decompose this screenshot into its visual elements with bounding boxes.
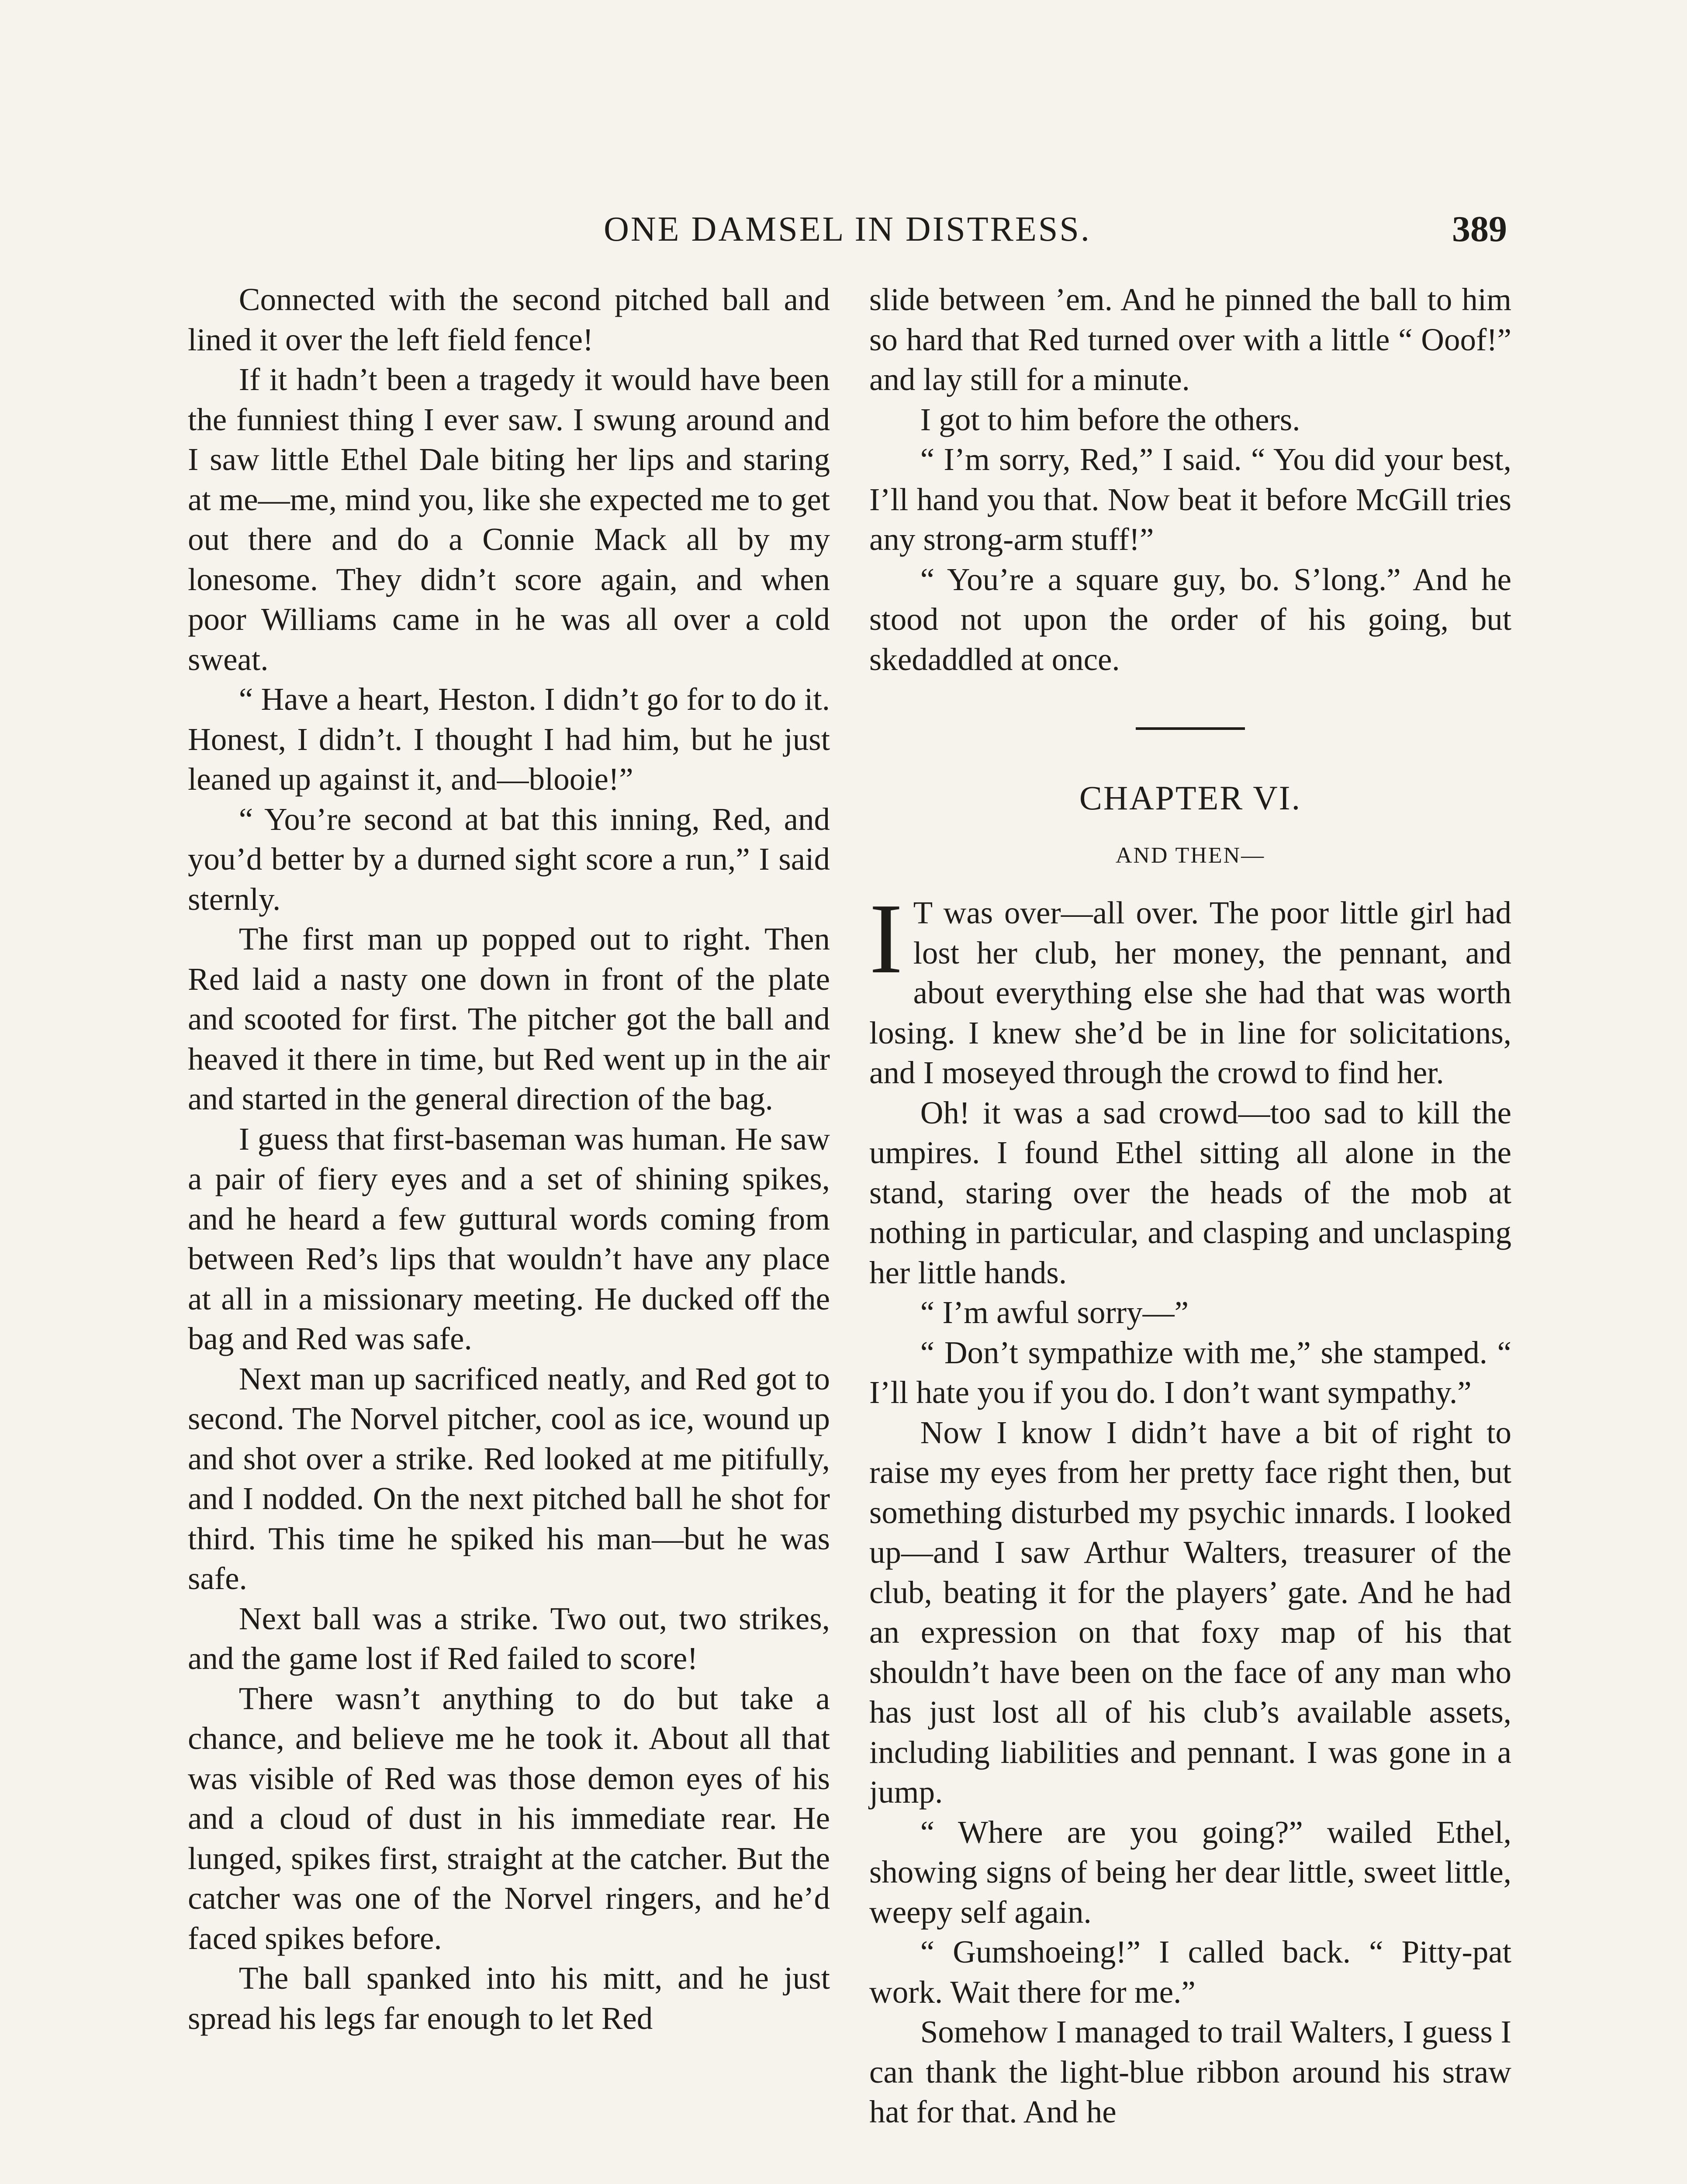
paragraph: Next man up sacrificed neatly, and Red got to second. The Norvel pitcher, cool as ice, wound up and shot over a strike. Red looked at me pitifully, and I nodded. On the next pitched ball he shot for third. This time he spiked his man—but he was safe. [188,1361,830,1596]
chapter-subtitle: AND THEN— [1115,843,1265,868]
page-header [188,205,1507,258]
paragraph: “ Where are you going?” wailed Ethel, showing signs of being her dear little, sweet little, weepy self again. [869,1814,1511,1930]
paragraph: “ Have a heart, Heston. I didn’t go for to do it. Honest, I didn’t. I thought I had him, but he just leaned up against it, and—blooie!” [188,681,830,797]
paragraph: “ Gumshoeing!” I called back. “ Pitty-pat work. Wait there for me.” [869,1934,1511,2010]
paragraph: “ I’m awful sorry—” [920,1295,1189,1330]
left-column [188,280,830,2038]
paragraph: Now I know I didn’t have a bit of right to raise my eyes from her pretty face right then, but something disturbed my psychic innards. I looked up—and I saw Arthur Walters, treasurer of the club, beating it for the players’ gate. And he had an expression on that foxy map of his that shouldn’t have been on the face of any man who has just lost all of his club’s available assets, including liabilities and pennant. I was gone in a jump. [869,1414,1511,1810]
paragraph: “ You’re second at bat this inning, Red, and you’d better by a durned sight score a run,” I said sternly. [188,801,830,917]
paragraph: Connected with the second pitched ball and lined it over the left field fence! [188,282,830,357]
chapter-opening-paragraph [869,883,1511,1093]
paragraph: The first man up popped out to right. Then Red laid a nasty one down in front of the plate and scooted for first. The pitcher got the ball and heaved it there in time, but Red went up in the air and started in the general direction of the bag. [188,921,830,1116]
chapter-title: CHAPTER VI. [1079,779,1302,817]
paragraph: slide between ’em. And he pinned the ball to him so hard that Red turned over with a little “ Ooof!” and lay still for a minute. [869,282,1511,397]
paragraph: If it hadn’t been a tragedy it would have been the funniest thing I ever saw. I swung around and I saw little Ethel Dale biting her lips and staring at me—me, mind you, like she expected me to get out there and do a Connie Mack all by my lonesome. They didn’t score again, and when poor Williams came in he was all over a cold sweat. [188,362,830,677]
paragraph: “ Don’t sympathize with me,” she stamped. “ I’ll hate you if you do. I don’t want sympathy.” [869,1334,1511,1410]
paragraph: Somehow I managed to trail Walters, I guess I can thank the light-blue ribbon around his straw hat for that. And he [869,2014,1511,2129]
paragraph: Oh! it was a sad crowd—too sad to kill the umpires. I found Ethel sitting all alone in the stand, staring over the heads of the mob at nothing in particular, and clasping and unclasping her little hands. [869,1095,1511,1290]
paragraph: I got to him before the others. [920,401,1300,437]
running-title: ONE DAMSEL IN DISTRESS. [604,210,1091,249]
right-column [869,280,1511,2132]
paragraph: “ You’re a square guy, bo. S’long.” And he stood not upon the order of his going, but skedaddled at once. [869,561,1511,677]
drop-cap: I [869,883,903,994]
paragraph: Next ball was a strike. Two out, two strikes, and the game lost if Red failed to score! [188,1600,830,1676]
paragraph: The ball spanked into his mitt, and he just spread his legs far enough to let Red [188,1960,830,2036]
paragraph: I guess that first-baseman was human. He saw a pair of fiery eyes and a set of shining spikes, and he heard a few guttural words coming from between Red’s lips that wouldn’t have any place at all in a missionary meeting. He ducked off the bag and Red was safe. [188,1121,830,1356]
opening-text: T was over—all over. The poor little girl had lost her club, her money, the pennant, and about everything else she had that was worth losing. I knew she’d be in line for solicitations, and I moseyed through the crowd to find her. [869,895,1511,1090]
paragraph: “ I’m sorry, Red,” I said. “ You did your best, I’ll hand you that. Now beat it before McGill tries any strong-arm stuff!” [869,442,1511,557]
page-number: 389 [1452,209,1507,249]
paragraph: There wasn’t anything to do but take a chance, and believe me he took it. About all that was visible of Red was those demon eyes of his and a cloud of dust in his immediate rear. He lunged, spikes first, straight at the catcher. But the catcher was one of the Norvel ringers, and he’d faced spikes before. [188,1680,830,1956]
section-divider [1136,727,1245,730]
